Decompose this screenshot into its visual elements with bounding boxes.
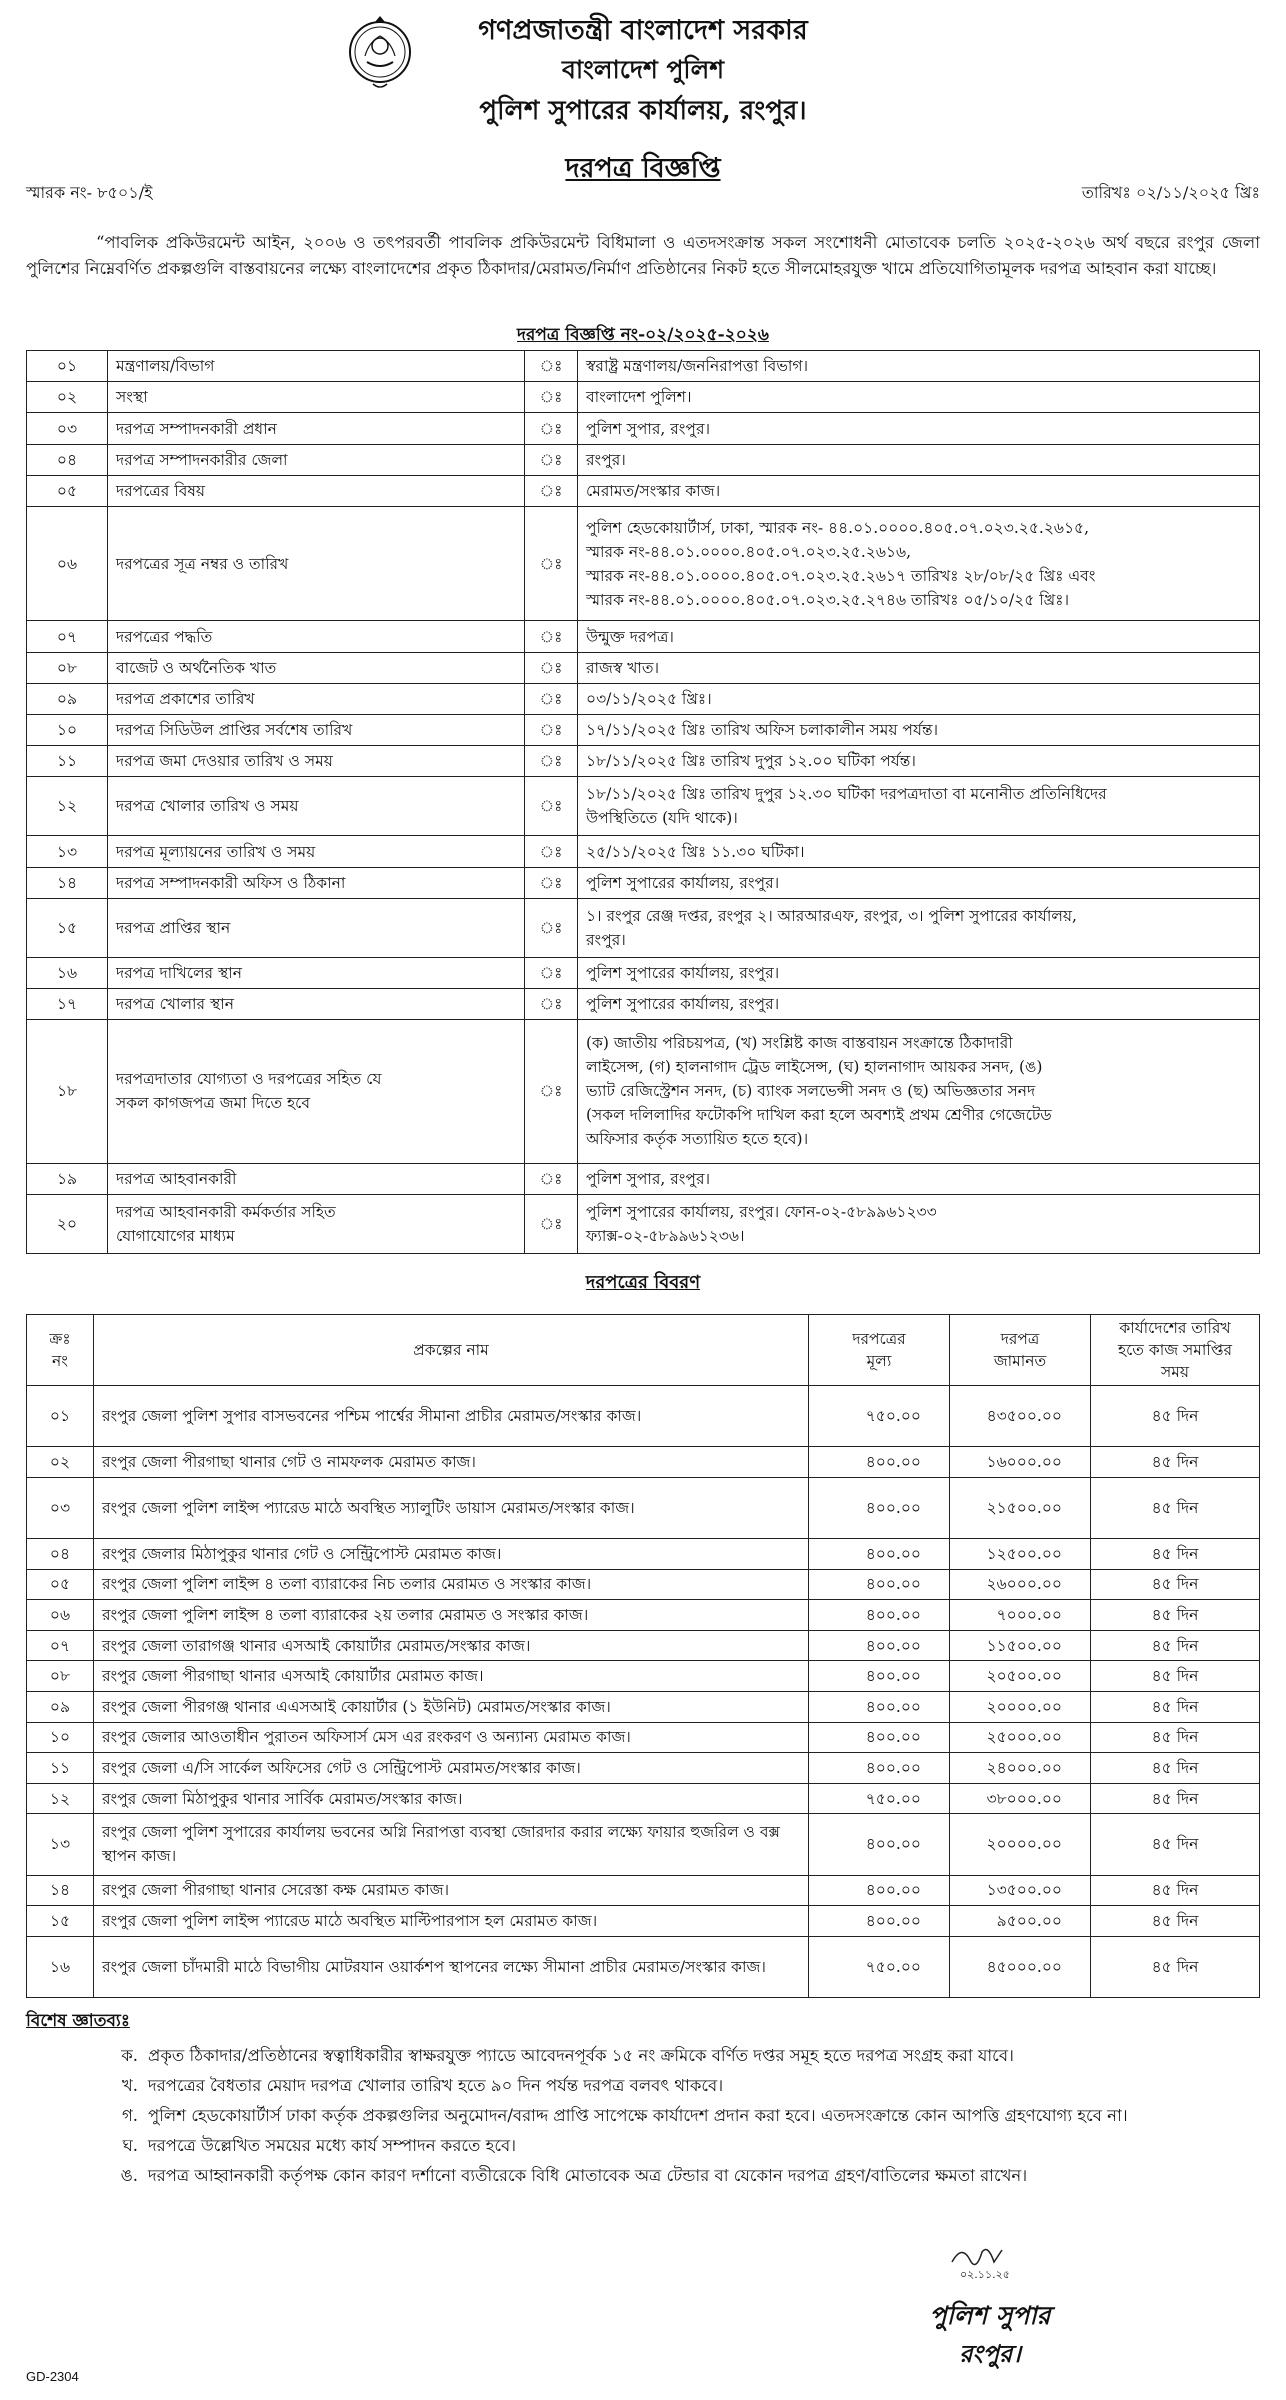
info-value-line: ফ্যাক্স-০২-৫৮৯৯৬১২৩৬। [586, 1226, 745, 1245]
info-row [27, 1163, 1260, 1194]
info-value-line: রংপুর। [586, 930, 626, 949]
header-duration-line: কার্যাদেশের তারিখ [1119, 1319, 1231, 1337]
project-sl: ০৪ [27, 1538, 94, 1569]
note-label: খ. [121, 2076, 138, 2095]
project-name: রংপুর জেলা পুলিশ সুপার বাসভবনের পশ্চিম পার্শ্বের সীমানা প্রাচীর মেরামত/সংস্কার কাজ। [94, 1386, 809, 1447]
note-label: ঙ. [120, 2166, 138, 2185]
info-value-line: ১। রংপুর রেঞ্জ দপ্তর, রংপুর ২। আরআরএফ, রংপুর, ৩। পুলিশ সুপারের কার্যালয়, [586, 906, 1077, 925]
project-duration: ৪৫ দিন [1091, 1538, 1260, 1569]
header-security-line: জামানত [993, 1352, 1047, 1370]
table-header-row [27, 1315, 1260, 1386]
table-row [27, 1538, 1260, 1569]
project-name: রংপুর জেলা পুলিশ লাইন্স ৪ তলা ব্যারাকের ২য় তলার মেরামত ও সংস্কার কাজ। [94, 1600, 809, 1631]
project-price: ৪০০.০০ [809, 1538, 950, 1569]
info-row-label: দরপত্র খোলার তারিখ ও সময় [108, 777, 525, 836]
info-row-label: দরপত্র মূল্যায়নের তারিখ ও সময় [108, 836, 525, 867]
info-row-number: ০৬ [27, 507, 108, 621]
info-row [27, 777, 1260, 836]
info-row-label: দরপত্র প্রাপ্তির স্থান [108, 898, 525, 957]
header-price [809, 1315, 950, 1386]
info-row-value: পুলিশ সুপার, রংপুর। [578, 413, 1260, 444]
info-row-colon: ঃ [525, 1194, 578, 1253]
project-sl: ০৬ [27, 1600, 94, 1631]
table-row [27, 1783, 1260, 1814]
table-row [27, 1477, 1260, 1538]
project-price: ৪০০.০০ [809, 1722, 950, 1753]
department-title: বাংলাদেশ পুলিশ [561, 55, 725, 84]
project-table [26, 1314, 1260, 1998]
info-row-colon: ঃ [525, 1020, 578, 1163]
info-row-value: পুলিশ সুপারের কার্যালয়, রংপুর। [578, 867, 1260, 898]
header-security-line: দরপত্র [1000, 1330, 1040, 1348]
info-row-number: ১১ [27, 746, 108, 777]
project-price: ৪০০.০০ [809, 1477, 950, 1538]
office-title: পুলিশ সুপারের কার্যালয়, রংপুর। [479, 96, 807, 126]
info-row-number: ০২ [27, 382, 108, 413]
table-row [27, 1691, 1260, 1722]
project-security: ১৩৫০০.০০ [950, 1875, 1091, 1906]
info-row-colon: ঃ [525, 507, 578, 621]
project-sl: ১১ [27, 1753, 94, 1784]
info-row-number: ২০ [27, 1194, 108, 1253]
info-row-value [578, 898, 1260, 957]
info-row-number: ০৭ [27, 621, 108, 652]
note-label: গ. [121, 2106, 138, 2125]
info-row-number: ১৮ [27, 1020, 108, 1163]
info-value-line: (সকল দলিলাদির ফটোকপি দাখিল করা হলে অবশ্যই প্রথম শ্রেণীর গেজেটেড [586, 1106, 1052, 1125]
info-value-line: উপস্থিতিতে (যদি থাকে)। [586, 809, 738, 828]
project-price: ৭৫০.০০ [809, 1386, 950, 1447]
info-row [27, 989, 1260, 1020]
section-title: দরপত্রের বিবরণ [585, 1272, 701, 1293]
project-sl: ১৬ [27, 1936, 94, 1997]
project-duration: ৪৫ দিন [1091, 1753, 1260, 1784]
info-row [27, 351, 1260, 382]
note-text: দরপত্রে উল্লেখিত সময়ের মধ্যে কার্য সম্পাদন করতে হবে। [148, 2136, 517, 2155]
table-row [27, 1722, 1260, 1753]
info-row-colon: ঃ [525, 867, 578, 898]
notice-date: তারিখঃ ০২/১১/২০২৫ খ্রিঃ [1081, 183, 1260, 202]
project-duration: ৪৫ দিন [1091, 1691, 1260, 1722]
info-row-number: ০৮ [27, 652, 108, 683]
project-duration: ৪৫ দিন [1091, 1569, 1260, 1600]
info-row-value: পুলিশ সুপার, রংপুর। [578, 1163, 1260, 1194]
info-row-value [578, 777, 1260, 836]
info-row-colon: ঃ [525, 444, 578, 475]
project-security: ২৪০০০.০০ [950, 1753, 1091, 1784]
info-row-number: ১০ [27, 715, 108, 746]
project-duration: ৪৫ দিন [1091, 1661, 1260, 1692]
note-text: পুলিশ হেডকোয়ার্টার্স ঢাকা কর্তৃক প্রকল্পগুলির অনুমোদন/বরাদ্দ প্রাপ্তি সাপেক্ষে কার্যাদেশ প্রদান করা হবে। এতদসংক্রান্তে কোন আপত্তি গ্রহণযোগ্য হবে না। [148, 2106, 1128, 2125]
project-security: ৯৫০০.০০ [950, 1906, 1091, 1937]
project-name: রংপুর জেলা পুলিশ লাইন্স ৪ তলা ব্যারাকের নিচ তলার মেরামত ও সংস্কার কাজ। [94, 1569, 809, 1600]
info-row-number: ০৯ [27, 683, 108, 714]
project-price: ৪০০.০০ [809, 1600, 950, 1631]
project-name: রংপুর জেলা তারাগঞ্জ থানার এসআই কোয়ার্টার মেরামত/সংস্কার কাজ। [94, 1630, 809, 1661]
project-security: ১৬০০০.০০ [950, 1447, 1091, 1478]
info-row-value [578, 1020, 1260, 1163]
table-row [27, 1814, 1260, 1875]
project-name: রংপুর জেলা পীরগাছা থানার সেরেস্তা কক্ষ মেরামত কাজ। [94, 1875, 809, 1906]
info-value-line: লাইসেন্স, (গ) হালনাগাদ ট্রেড লাইসেন্স, (ঘ) হালনাগাদ আয়কর সনদ, (ঙ) [586, 1058, 1043, 1077]
info-row-colon: ঃ [525, 621, 578, 652]
info-row [27, 652, 1260, 683]
project-name: রংপুর জেলা চাঁদমারী মাঠে বিভাগীয় মোটরযান ওয়ার্কশপ স্থাপনের লক্ষ্যে সীমানা প্রাচীর মেরামত/সংস্কার কাজ। [94, 1936, 809, 1997]
project-duration: ৪৫ দিন [1091, 1600, 1260, 1631]
info-row [27, 1194, 1260, 1253]
project-price: ৪০০.০০ [809, 1691, 950, 1722]
info-value-line: স্মারক নং-৪৪.০১.০০০০.৪০৫.০৭.০২৩.২৫.২৬১৭ তারিখঃ ২৮/০৮/২৫ খ্রিঃ এবং [586, 566, 1096, 585]
info-row [27, 715, 1260, 746]
info-row-label: সংস্থা [108, 382, 525, 413]
info-row-number: ১৬ [27, 957, 108, 988]
info-row-colon: ঃ [525, 957, 578, 988]
project-name: রংপুর জেলা মিঠাপুকুর থানার সার্বিক মেরামত/সংস্কার কাজ। [94, 1783, 809, 1814]
special-notes-title: বিশেষ জ্ঞাতব্যঃ [26, 2011, 130, 2031]
table-row [27, 1906, 1260, 1937]
project-sl: ০৫ [27, 1569, 94, 1600]
note-label: ক. [121, 2046, 138, 2065]
project-sl: ০২ [27, 1447, 94, 1478]
project-sl: ০১ [27, 1386, 94, 1447]
info-row-value [578, 1194, 1260, 1253]
header-sl [27, 1315, 94, 1386]
info-row-colon: ঃ [525, 652, 578, 683]
project-name: রংপুর জেলা পুলিশ লাইন্স প্যারেড মাঠে অবস্থিত মাল্টিপারপাস হল মেরামত কাজ। [94, 1906, 809, 1937]
header-duration-line: সময় [1161, 1363, 1189, 1381]
info-row-number: ১৪ [27, 867, 108, 898]
info-label-line: দরপত্র আহবানকারী কর্মকর্তার সহিত [116, 1202, 336, 1221]
header-price-line: দরপত্রের [852, 1330, 906, 1348]
project-sl: ০৯ [27, 1691, 94, 1722]
info-row-number: ০৫ [27, 475, 108, 506]
table-row [27, 1936, 1260, 1997]
info-row-number: ০৩ [27, 413, 108, 444]
info-row-number: ০১ [27, 351, 108, 382]
list-item [26, 2102, 1260, 2130]
info-row-colon: ঃ [525, 746, 578, 777]
project-name: রংপুর জেলা পীরগাছা থানার গেট ও নামফলক মেরামত কাজ। [94, 1447, 809, 1478]
project-duration: ৪৫ দিন [1091, 1477, 1260, 1538]
info-row [27, 957, 1260, 988]
info-row [27, 444, 1260, 475]
info-row-label: বাজেট ও অর্থনৈতিক খাত [108, 652, 525, 683]
info-value-line: পুলিশ সুপারের কার্যালয়, রংপুর। ফোন-০২-৫৮৯৯৬১২৩৩ [586, 1202, 937, 1221]
info-row-value: পুলিশ সুপারের কার্যালয়, রংপুর। [578, 989, 1260, 1020]
project-duration: ৪৫ দিন [1091, 1447, 1260, 1478]
project-security: ২০৫০০.০০ [950, 1661, 1091, 1692]
info-row-value: ০৩/১১/২০২৫ খ্রিঃ। [578, 683, 1260, 714]
signature-image [942, 2242, 1032, 2282]
table-row [27, 1630, 1260, 1661]
project-sl: ১০ [27, 1722, 94, 1753]
header-sl-line: ক্রঃ [49, 1330, 71, 1348]
project-security: ২৬০০০.০০ [950, 1569, 1091, 1600]
signature-date: ০২.১১.২৫ [960, 2268, 1010, 2281]
project-duration: ৪৫ দিন [1091, 1630, 1260, 1661]
info-value-line: (ক) জাতীয় পরিচয়পত্র, (খ) সংশ্লিষ্ট কাজ বাস্তবায়ন সংক্রান্তে ঠিকাদারী [586, 1034, 1013, 1053]
info-row-colon: ঃ [525, 683, 578, 714]
signatory-title: পুলিশ সুপার [929, 2301, 1051, 2330]
tender-info-table [26, 350, 1260, 1254]
project-sl: ০৩ [27, 1477, 94, 1538]
header-project-name: প্রকল্পের নাম [94, 1315, 809, 1386]
project-duration: ৪৫ দিন [1091, 1722, 1260, 1753]
project-price: ৪০০.০০ [809, 1753, 950, 1784]
info-row-label: দরপত্রের পদ্ধতি [108, 621, 525, 652]
info-value-line: ভ্যাট রেজিস্ট্রেশন সনদ, (চ) ব্যাংক সলভেন্সী সনদ ও (ছ) অভিজ্ঞতার সনদ [586, 1082, 1036, 1101]
header-price-line: মূল্য [866, 1352, 892, 1370]
info-label-line: সকল কাগজপত্র জমা দিতে হবে [116, 1094, 311, 1113]
info-row-value: স্বরাষ্ট্র মন্ত্রণালয়/জননিরাপত্তা বিভাগ। [578, 351, 1260, 382]
info-row [27, 867, 1260, 898]
info-value-line: স্মারক নং-৪৪.০১.০০০০.৪০৫.০৭.০২৩.২৫.২৬১৬, [586, 542, 911, 561]
info-value-line: স্মারক নং-৪৪.০১.০০০০.৪০৫.০৭.০২৩.২৫.২৭৪৬ তারিখঃ ০৫/১০/২৫ খ্রিঃ। [586, 590, 1069, 609]
info-row-value: ২৫/১১/২০২৫ খ্রিঃ ১১.৩০ ঘটিকা। [578, 836, 1260, 867]
info-value-line: অফিসার কর্তৃক সত্যায়িত হতে হবে)। [586, 1130, 809, 1149]
project-name: রংপুর জেলা পীরগাছা থানার এসআই কোয়ার্টার মেরামত কাজ। [94, 1661, 809, 1692]
info-row-label: দরপত্র খোলার স্থান [108, 989, 525, 1020]
list-item [26, 2042, 1260, 2070]
info-row-number: ০৪ [27, 444, 108, 475]
info-row [27, 507, 1260, 621]
project-duration: ৪৫ দিন [1091, 1386, 1260, 1447]
info-row-label: দরপত্র প্রকাশের তারিখ [108, 683, 525, 714]
info-row-label [108, 1194, 525, 1253]
info-row-value: উন্মুক্ত দরপত্র। [578, 621, 1260, 652]
info-row-number: ১৯ [27, 1163, 108, 1194]
info-row [27, 413, 1260, 444]
project-name: রংপুর জেলার মিঠাপুকুর থানার গেট ও সেন্ট্রিপোস্ট মেরামত কাজ। [94, 1538, 809, 1569]
project-price: ৭৫০.০০ [809, 1783, 950, 1814]
project-name: রংপুর জেলার আওতাধীন পুরাতন অফিসার্স মেস এর রংকরণ ও অন্যান্য মেরামত কাজ। [94, 1722, 809, 1753]
table-row [27, 1386, 1260, 1447]
project-security: ৭০০০.০০ [950, 1600, 1091, 1631]
info-row-value: রাজস্ব খাত। [578, 652, 1260, 683]
info-row-label [108, 1020, 525, 1163]
info-row-number: ১৩ [27, 836, 108, 867]
project-security: ২০০০০.০০ [950, 1814, 1091, 1875]
table-row [27, 1600, 1260, 1631]
info-row [27, 382, 1260, 413]
note-text: প্রকৃত ঠিকাদার/প্রতিষ্ঠানের স্বত্বাধিকারীর স্বাক্ষরযুক্ত প্যাডে আবেদনপূর্বক ১৫ নং ক্রমিকে বর্ণিত দপ্তর সমূহ হতে দরপত্র সংগ্রহ করা যাবে। [148, 2046, 1014, 2065]
project-price: ৪০০.০০ [809, 1447, 950, 1478]
info-row-colon: ঃ [525, 777, 578, 836]
info-row-colon: ঃ [525, 475, 578, 506]
project-sl: ১২ [27, 1783, 94, 1814]
project-duration: ৪৫ দিন [1091, 1875, 1260, 1906]
project-price: ৪০০.০০ [809, 1875, 950, 1906]
info-row-number: ১৭ [27, 989, 108, 1020]
note-label: ঘ. [122, 2136, 138, 2155]
info-row [27, 898, 1260, 957]
table-row [27, 1753, 1260, 1784]
project-duration: ৪৫ দিন [1091, 1906, 1260, 1937]
info-row-colon: ঃ [525, 836, 578, 867]
special-notes-list [26, 2042, 1260, 2192]
info-row [27, 475, 1260, 506]
info-row-colon: ঃ [525, 413, 578, 444]
project-sl: ১৫ [27, 1906, 94, 1937]
note-text: দরপত্র আহ্বানকারী কর্তৃপক্ষ কোন কারণ দর্শানো ব্যতীরেকে বিধি মোতাবেক অত্র টেন্ডার বা যেকোন দরপত্র গ্রহণ/বাতিলের ক্ষমতা রাখেন। [148, 2166, 1028, 2185]
info-row-label: দরপত্র সম্পাদনকারী প্রধান [108, 413, 525, 444]
project-sl: ০৮ [27, 1661, 94, 1692]
project-duration: ৪৫ দিন [1091, 1783, 1260, 1814]
info-row-label: মন্ত্রণালয়/বিভাগ [108, 351, 525, 382]
table-row [27, 1661, 1260, 1692]
info-row [27, 746, 1260, 777]
info-row-colon: ঃ [525, 351, 578, 382]
info-row-colon: ঃ [525, 715, 578, 746]
info-row-label: দরপত্র সম্পাদনকারীর জেলা [108, 444, 525, 475]
header-security [950, 1315, 1091, 1386]
info-value-line: ১৮/১১/২০২৫ খ্রিঃ তারিখ দুপুর ১২.৩০ ঘটিকা দরপত্রদাতা বা মনোনীত প্রতিনিধিদের [586, 785, 1107, 804]
info-row-value: ১৭/১১/২০২৫ খ্রিঃ তারিখ অফিস চলাকালীন সময় পর্যন্ত। [578, 715, 1260, 746]
info-row [27, 836, 1260, 867]
government-title: গণপ্রজাতন্ত্রী বাংলাদেশ সরকার [478, 15, 808, 46]
header-sl-line: নং [52, 1352, 68, 1370]
info-row-number: ১৫ [27, 898, 108, 957]
info-row-colon: ঃ [525, 898, 578, 957]
list-item [26, 2162, 1260, 2190]
project-duration: ৪৫ দিন [1091, 1936, 1260, 1997]
project-security: ৩৮০০০.০০ [950, 1783, 1091, 1814]
project-security: ৪৩৫০০.০০ [950, 1386, 1091, 1447]
info-row-value: রংপুর। [578, 444, 1260, 475]
info-row-label: দরপত্র সম্পাদনকারী অফিস ও ঠিকানা [108, 867, 525, 898]
info-row [27, 621, 1260, 652]
info-row-label: দরপত্রের বিষয় [108, 475, 525, 506]
table-row [27, 1569, 1260, 1600]
project-price: ৪০০.০০ [809, 1661, 950, 1692]
list-item [26, 2132, 1260, 2160]
info-row-label: দরপত্রের সূত্র নম্বর ও তারিখ [108, 507, 525, 621]
project-name: রংপুর জেলা পুলিশ লাইন্স প্যারেড মাঠে অবস্থিত স্যালুটিং ডায়াস মেরামত/সংস্কার কাজ। [94, 1477, 809, 1538]
table-row [27, 1447, 1260, 1478]
notice-number: দরপত্র বিজ্ঞপ্তি নং-০২/২০২৫-২০২৬ [517, 325, 769, 345]
info-row [27, 1020, 1260, 1163]
info-row-value: মেরামত/সংস্কার কাজ। [578, 475, 1260, 506]
info-label-line: দরপত্রদাতার যোগ্যতা ও দরপত্রের সহিত যে [116, 1070, 382, 1089]
info-row-number: ১২ [27, 777, 108, 836]
project-security: ২৫০০০.০০ [950, 1722, 1091, 1753]
list-item [26, 2072, 1260, 2100]
project-duration: ৪৫ দিন [1091, 1814, 1260, 1875]
header-duration-line: হতে কাজ সমাপ্তির [1117, 1341, 1233, 1359]
info-row-value: বাংলাদেশ পুলিশ। [578, 382, 1260, 413]
project-price: ৪০০.০০ [809, 1814, 950, 1875]
footer-code: GD-2304 [26, 2369, 79, 2384]
info-label-line: যোগাযোগের মাধ্যম [116, 1226, 235, 1245]
project-name: রংপুর জেলা এ/সি সার্কেল অফিসের গেট ও সেন্ট্রিপোস্ট মেরামত/সংস্কার কাজ। [94, 1753, 809, 1784]
project-security: ১২৫০০.০০ [950, 1538, 1091, 1569]
project-name: রংপুর জেলা পুলিশ সুপারের কার্যালয় ভবনের অগ্নি নিরাপত্তা ব্যবস্থা জোরদার করার লক্ষ্যে ফায়ার হুজরিল ও বক্স স্থাপন কাজ। [94, 1814, 809, 1875]
info-value-line: পুলিশ হেডকোয়ার্টার্স, ঢাকা, স্মারক নং- ৪৪.০১.০০০০.৪০৫.০৭.০২৩.২৫.২৬১৫, [586, 518, 1090, 537]
project-price: ৪০০.০০ [809, 1569, 950, 1600]
info-row-label: দরপত্র দাখিলের স্থান [108, 957, 525, 988]
info-row-label: দরপত্র জমা দেওয়ার তারিখ ও সময় [108, 746, 525, 777]
intro-paragraph: “পাবলিক প্রকিউরমেন্ট আইন, ২০০৬ ও তৎপরবর্তী পাবলিক প্রকিউরমেন্ট বিধিমালা ও এতদসংক্রান্ত সকল সংশোধনী মোতাবেক চলতি ২০২৫-২০২৬ অর্থ বছরে রংপুর জেলা পুলিশের নিম্নেবর্ণিত প্রকল্পগুলি বাস্তবায়নের লক্ষ্যে বাংলাদেশের প্রকৃত ঠিকাদার/মেরামত/নির্মাণ প্রতিষ্ঠানের নিকট হতে সীলমোহরযুক্ত খামে প্রতিযোগিতামূলক দরপত্র আহবান করা যাচ্ছে। [26, 233, 1260, 278]
table-row [27, 1875, 1260, 1906]
project-sl: ১৩ [27, 1814, 94, 1875]
project-security: ১১৫০০.০০ [950, 1630, 1091, 1661]
project-price: ৪০০.০০ [809, 1906, 950, 1937]
info-row-value: পুলিশ সুপারের কার্যালয়, রংপুর। [578, 957, 1260, 988]
header-duration [1091, 1315, 1260, 1386]
project-security: ২০০০০.০০ [950, 1691, 1091, 1722]
info-row-label: দরপত্র আহবানকারী [108, 1163, 525, 1194]
project-security: ২১৫০০.০০ [950, 1477, 1091, 1538]
project-security: ৪৫০০০.০০ [950, 1936, 1091, 1997]
info-row-label: দরপত্র সিডিউল প্রাপ্তির সর্বশেষ তারিখ [108, 715, 525, 746]
page-title: দরপত্র বিজ্ঞপ্তি [565, 153, 721, 184]
project-price: ৪০০.০০ [809, 1630, 950, 1661]
project-sl: ১৪ [27, 1875, 94, 1906]
project-name: রংপুর জেলা পীরগঞ্জ থানার এএসআই কোয়ার্টার (১ ইউনিট) মেরামত/সংস্কার কাজ। [94, 1691, 809, 1722]
info-row [27, 683, 1260, 714]
project-sl: ০৭ [27, 1630, 94, 1661]
info-row-value [578, 507, 1260, 621]
info-row-colon: ঃ [525, 1163, 578, 1194]
info-row-colon: ঃ [525, 989, 578, 1020]
signatory-place: রংপুর। [959, 2339, 1021, 2368]
info-row-colon: ঃ [525, 382, 578, 413]
project-price: ৭৫০.০০ [809, 1936, 950, 1997]
info-row-value: ১৮/১১/২০২৫ খ্রিঃ তারিখ দুপুর ১২.০০ ঘটিকা পর্যন্ত। [578, 746, 1260, 777]
note-text: দরপত্রের বৈধতার মেয়াদ দরপত্র খোলার তারিখ হতে ৯০ দিন পর্যন্ত দরপত্র বলবৎ থাকবে। [148, 2076, 724, 2095]
memo-number: স্মারক নং- ৮৫০১/ই [26, 183, 153, 202]
